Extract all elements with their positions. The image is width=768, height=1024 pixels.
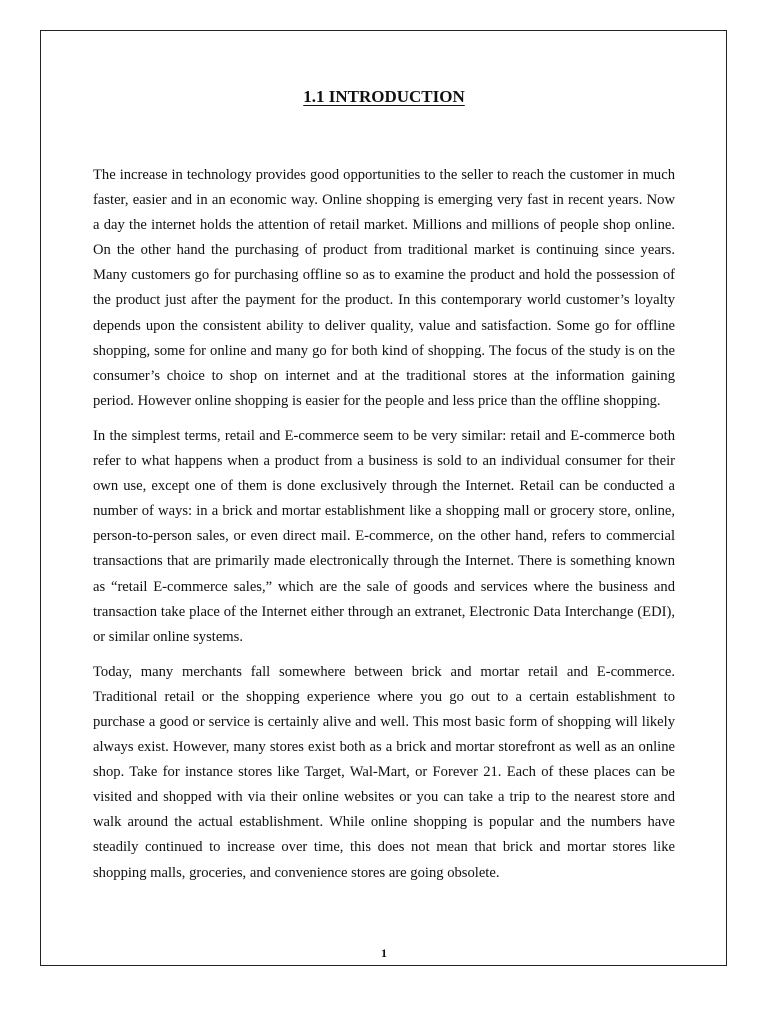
paragraph-3: Today, many merchants fall somewhere between brick and mortar retail and E-commerce. Traditional retail or the shopping experience where you go out to a certain establishment to purchase a good or service is certainly alive and well. This most basic form of shopping will likely always exist. However, many stores exist both as a brick and mortar storefront as well as an online shop. Take for instance stores like Target, Wal-Mart, or Forever 21. Each of these places can be visited and shopped with via their online websites or you can take a trip to the nearest store and walk around the actual establishment. While online shopping is popular and the numbers have steadily continued to increase over time, this does not mean that brick and mortar stores like shopping malls, groceries, and convenience stores are going obsolete.	[93, 663, 675, 881]
page-number: 1	[381, 946, 387, 960]
section-heading	[0, 87, 768, 107]
paragraph-2: In the simplest terms, retail and E-commerce seem to be very similar: retail and E-commerce both refer to what happens when a product from a business is sold to an individual consumer for their own use, except one of them is done exclusively through the Internet. Retail can be conducted a number of ways: in a brick and mortar establishment like a shopping mall or grocery store, online, person-to-person sales, or even direct mail. E-commerce, on the other hand, refers to commercial transactions that are primarily made electronically through the Internet. There is something known as “retail E-commerce sales,” which are the sale of goods and services where the business and transaction take place of the Internet either through an extranet, Electronic Data Interchange (EDI), or similar online systems.	[93, 427, 675, 645]
section-heading-text: 1.1 INTRODUCTION	[303, 87, 465, 106]
paragraph-1: The increase in technology provides good opportunities to the seller to reach the customer in much faster, easier and in an economic way. Online shopping is emerging very fast in recent years. Now a day the internet holds the attention of retail market. Millions and millions of people shop online. On the other hand the purchasing of product from traditional market is continuing since years. Many customers go for purchasing offline so as to examine the product and hold the possession of the product just after the payment for the product. In this contemporary world customer’s loyalty depends upon the consistent ability to deliver quality, value and satisfaction. Some go for offline shopping, some for online and many go for both kind of shopping. The focus of the study is on the consumer’s choice to shop on internet and at the traditional stores at the information gaining period. However online shopping is easier for the people and less price than the offline shopping.	[93, 167, 675, 409]
body-text	[93, 163, 675, 896]
